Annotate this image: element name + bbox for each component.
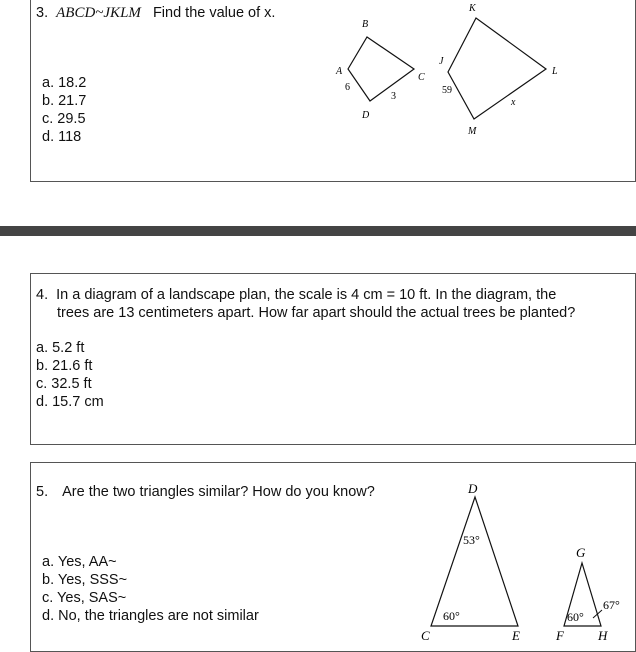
option-a[interactable]: a. 18.2 (42, 75, 87, 91)
label-c: C (421, 628, 430, 643)
option-a[interactable]: a. 5.2 ft (36, 340, 85, 356)
side-dc-length: 3 (391, 91, 396, 102)
label-e: E (512, 628, 520, 643)
label-k: K (469, 3, 476, 14)
question-3-prompt: Find the value of x. (152, 5, 276, 21)
question-4-line2: trees are 13 centimeters apart. How far apart should the actual trees be planted? (57, 305, 576, 321)
question-5-prompt: Are the two triangles similar? How do you know? (62, 484, 375, 500)
side-ad-length: 6 (345, 82, 350, 93)
angle-h-pointer (593, 610, 602, 618)
side-ml-length: x (511, 97, 516, 108)
side-jm-length: 59 (442, 85, 452, 96)
label-a: A (336, 66, 343, 77)
label-h: H (598, 628, 608, 643)
option-d[interactable]: d. 118 (42, 129, 82, 145)
question-4-line1: In a diagram of a landscape plan, the scale is 4 cm = 10 ft. In the diagram, the (56, 287, 557, 303)
label-d: D (468, 481, 478, 496)
question-3-similarity: ABCD~JKLM (56, 5, 141, 21)
label-d: D (362, 110, 370, 121)
label-l: L (552, 66, 558, 77)
option-b[interactable]: b. Yes, SSS~ (42, 572, 128, 588)
label-m: M (468, 126, 477, 137)
triangle-cde (431, 497, 518, 626)
label-f: F (556, 628, 564, 643)
option-c[interactable]: c. Yes, SAS~ (42, 590, 127, 606)
question-5-number: 5. (36, 484, 49, 500)
option-d[interactable]: d. No, the triangles are not similar (42, 608, 259, 624)
angle-h: 67° (603, 598, 620, 612)
label-c: C (418, 72, 425, 83)
label-g: G (576, 545, 586, 560)
angle-d: 53° (463, 533, 480, 547)
option-c[interactable]: c. 32.5 ft (36, 376, 92, 392)
question-3-number: 3. (36, 5, 49, 21)
option-d[interactable]: d. 15.7 cm (36, 394, 104, 410)
angle-c: 60° (443, 609, 460, 623)
angle-f: 60° (567, 610, 584, 624)
option-b[interactable]: b. 21.7 (42, 93, 87, 109)
option-a[interactable]: a. Yes, AA~ (42, 554, 117, 570)
label-j: J (439, 56, 444, 67)
option-c[interactable]: c. 29.5 (42, 111, 86, 127)
question-4-number: 4. (36, 287, 49, 303)
label-b: B (362, 19, 369, 30)
option-b[interactable]: b. 21.6 ft (36, 358, 93, 374)
